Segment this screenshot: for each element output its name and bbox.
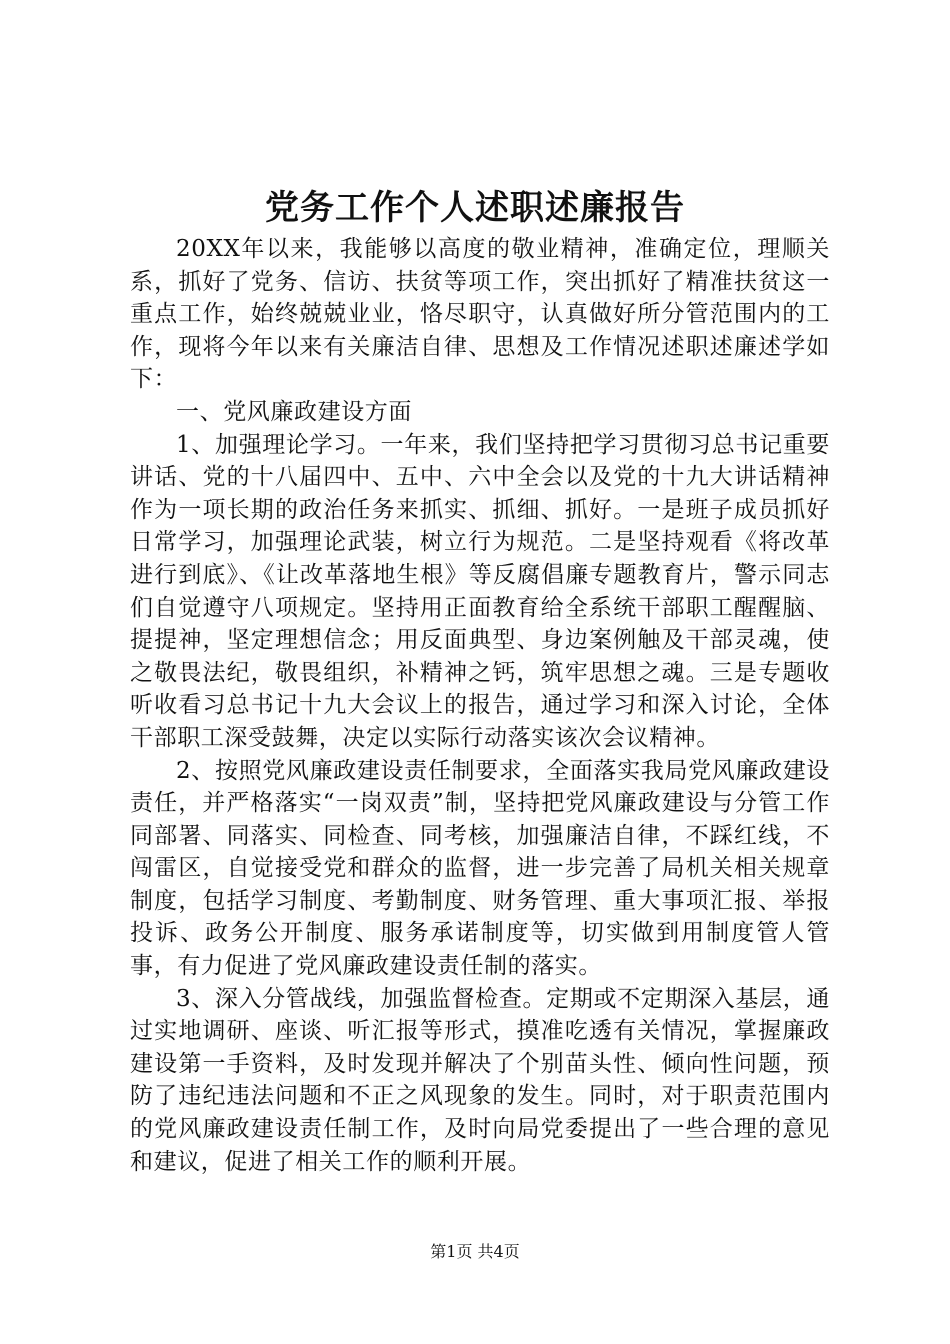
document-title: 党务工作个人述职述廉报告: [265, 188, 685, 228]
paragraph-theory-study: 1、加强理论学习。一年来，我们坚持把学习贯彻习总书记重要讲话、党的十八届四中、五中、六中全会以及党的十九大讲话精神作为一项长期的政治任务来抓实、抓细、抓好。一是班子成员抓好日常学习，加强理论武装，树立行为规范。二是坚持观看《将改革进行到底》、《让改革落地生根》等反腐倡廉专题教育片，警示同志们自觉遵守八项规定。坚持用正面教育给全系统干部职工醒醒脑、提提神，坚定理想信念；用反面典型、身边案例触及干部灵魂，使之敬畏法纪，敬畏组织，补精神之钙，筑牢思想之魂。三是专题收听收看习总书记十九大会议上的报告，通过学习和深入讨论，全体干部职工深受鼓舞，决定以实际行动落实该次会议精神。: [130, 431, 830, 751]
intro-paragraph: 20XX年以来，我能够以高度的敬业精神，准确定位，理顺关系，抓好了党务、信访、扶贫等项工作，突出抓好了精准扶贫这一重点工作，始终兢兢业业，恪尽职守，认真做好所分管范围内的工作，现将今年以来有关廉洁自律、思想及工作情况述职述廉述学如下：: [130, 236, 830, 393]
paragraph-supervision: 3、深入分管战线，加强监督检查。定期或不定期深入基层，通过实地调研、座谈、听汇报等形式，摸准吃透有关情况，掌握廉政建设第一手资料，及时发现并解决了个别苗头性、倾向性问题，预防了违纪违法问题和不正之风现象的发生。同时，对于职责范围内的党风廉政建设责任制工作，及时向局党委提出了一些合理的意见和建议，促进了相关工作的顺利开展。: [130, 985, 830, 1175]
document-body: [130, 233, 830, 1178]
section-heading: 一、党风廉政建设方面: [176, 398, 412, 425]
paragraph-responsibility: 2、按照党风廉政建设责任制要求，全面落实我局党风廉政建设责任，并严格落实“一岗双责”制，坚持把党风廉政建设与分管工作同部署、同落实、同检查、同考核，加强廉洁自律，不踩红线，不闯雷区，自觉接受党和群众的监督，进一步完善了局机关相关规章制度，包括学习制度、考勤制度、财务管理、重大事项汇报、举报投诉、政务公开制度、服务承诺制度等，切实做到用制度管人管事，有力促进了党风廉政建设责任制的落实。: [130, 757, 830, 980]
page-footer: 第1页 共4页: [430, 1242, 520, 1261]
